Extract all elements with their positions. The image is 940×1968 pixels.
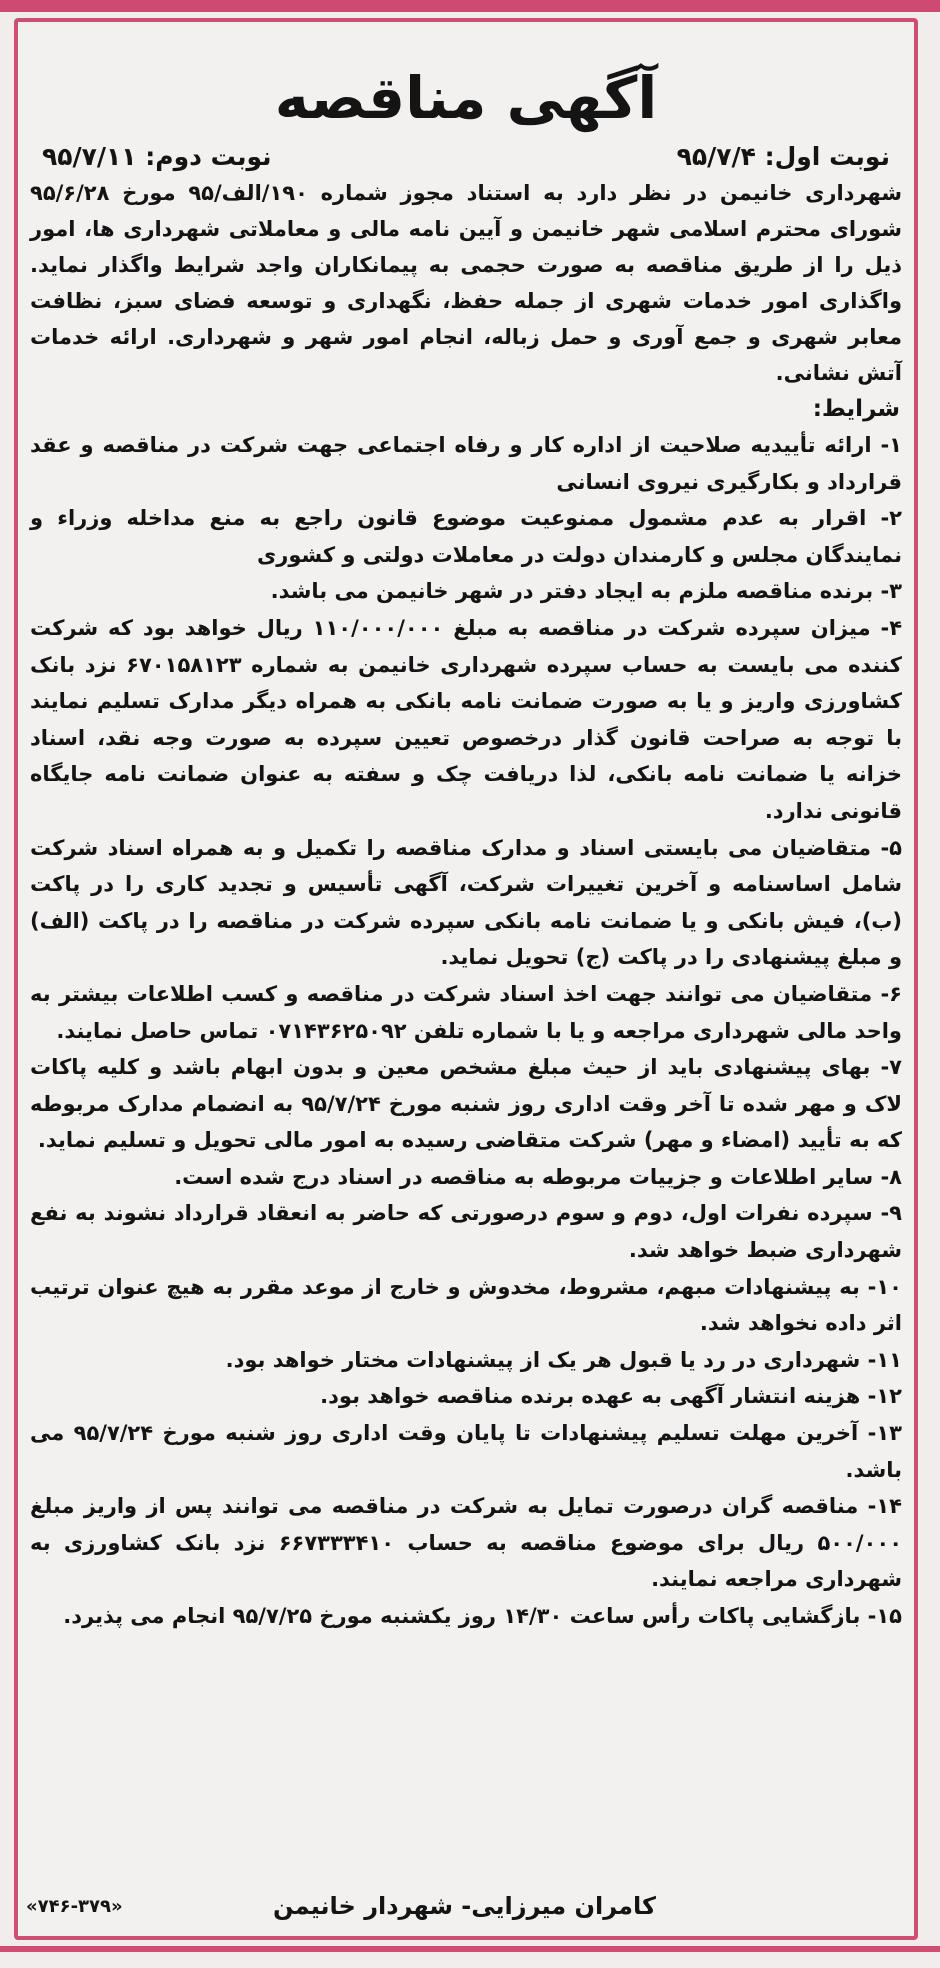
top-color-strip	[0, 0, 940, 12]
condition-item: ۵- متقاضیان می بایستی اسناد و مدارک مناقصه را تکمیل و به همراه اسناد شرکت شامل اساسنامه و آخرین تغییرات شرکت، آگهی تأسیس و تجدید کاری را در پاکت (ب)، فیش بانکی و یا ضمانت نامه بانکی سپرده شرکت در مناقصه را در پاکت (الف) و مبلغ پیشنهادی را در پاکت (ج) تحویل نماید.	[30, 835, 902, 970]
bottom-color-line	[0, 1946, 940, 1952]
condition-item: ۶- متقاضیان می توانند جهت اخذ اسناد شرکت در مناقصه و کسب اطلاعات بیشتر به واحد مالی شهرداری مراجعه و یا با شماره تلفن ۰۷۱۴۳۶۲۵۰۹۲ تماس حاصل نمایند.	[30, 981, 902, 1043]
condition-item: ۱۵- بازگشایی پاکات رأس ساعت ۱۴/۳۰ روز یکشنبه مورخ ۹۵/۷/۲۵ انجام می پذیرد.	[63, 1604, 902, 1628]
condition-item: ۷- بهای پیشنهادی باید از حیث مبلغ مشخص معین و بدون ابهام باشد و کلیه پاکات لاک و مهر شده تا آخر وقت اداری روز شنبه مورخ ۹۵/۷/۲۴ به انضمام مدارک مربوطه که به تأیید (امضاء و مهر) شرکت متقاضی رسیده به امور مالی تحویل و تسلیم نماید.	[30, 1055, 902, 1153]
condition-item: ۱- ارائه تأییدیه صلاحیت از اداره کار و رفاه اجتماعی جهت شرکت در مناقصه و عقد قرارداد و بکارگیری نیروی انسانی	[30, 433, 902, 494]
notice-code: «۷۴۶-۳۷۹»	[26, 1895, 123, 1917]
condition-item: ۱۲- هزینه انتشار آگهی به عهده برنده مناقصه خواهد بود.	[320, 1384, 902, 1409]
signer-line: کامران میرزایی- شهردار خانیمن	[273, 1892, 656, 1920]
condition-item: ۱۳- آخرین مهلت تسلیم پیشنهادات تا پایان وقت اداری روز شنبه مورخ ۹۵/۷/۲۴ می باشد.	[30, 1421, 902, 1482]
turn-second: نوبت دوم: ۹۵/۷/۱۱	[42, 142, 272, 171]
condition-item: ۱۱- شهرداری در رد یا قبول هر یک از پیشنهادات مختار خواهد بود.	[225, 1347, 902, 1372]
condition-item: ۸- سایر اطلاعات و جزییات مربوطه به مناقصه در اسناد درج شده است.	[174, 1164, 902, 1189]
notice-body	[26, 30, 906, 1928]
condition-item: ۴- میزان سپرده شرکت در مناقصه به مبلغ ۱۱۰/۰۰۰/۰۰۰ ریال خواهد بود که شرکت کننده می بایست به حساب سپرده شهرداری خانیمن به شماره ۶۷۰۱۵۸۱۲۳ نزد بانک کشاورزی واریز و یا به صورت ضمانت نامه بانکی به همراه دیگر مدارک تسلیم نمایند با توجه به صراحت قانون گذار درخصوص تعیین سپرده به صورت وجه نقد، اسناد خزانه یا ضمانت نامه بانکی، لذا دریافت چک و سفته به عنوان ضمانت نامه جایگاه قانونی ندارد.	[30, 615, 903, 823]
notice-title: آگهی مناقصه	[274, 64, 658, 132]
turn-first: نوبت اول: ۹۵/۷/۴	[676, 142, 890, 171]
condition-item: ۱۰- به پیشنهادات مبهم، مشروط، مخدوش و خارج از موعد مقرر به هیچ عنوان ترتیب اثر داده نخواهد شد.	[30, 1274, 902, 1336]
intro-paragraph: شهرداری خانیمن در نظر دارد به استناد مجوز شماره ۱۹۰/الف/۹۵ مورخ ۹۵/۶/۲۸ شورای محترم اسلامی شهر خانیمن و آیین نامه مالی و معاملاتی شهرداری ها، امور ذیل را از طریق مناقصه به صورت حجمی به پیمانکاران واجد شرایط واگذار نماید. واگذاری امور خدمات شهری از جمله حفظ، نگهداری و توسعه فضای سبز، نظافت معابر شهری و جمع آوری و حمل زباله، انجام امور شهر و شهرداری. ارائه خدمات آتش نشانی.	[30, 181, 902, 385]
condition-item: ۱۴- مناقصه گران درصورت تمایل به شرکت در مناقصه می توانند پس از واریز مبلغ ۵۰۰/۰۰۰ ریال برای موضوع مناقصه به حساب ۶۶۷۳۳۳۴۱۰ نزد بانک کشاورزی به شهرداری مراجعه نمایند.	[30, 1494, 903, 1592]
condition-item: ۳- برنده مناقصه ملزم به ایجاد دفتر در شهر خانیمن می باشد.	[270, 579, 902, 604]
notice-frame	[14, 18, 918, 1940]
publication-turns	[26, 142, 906, 171]
conditions-heading: شرایط:	[812, 396, 900, 422]
condition-item: ۹- سپرده نفرات اول، دوم و سوم درصورتی که حاضر به انعقاد قرارداد نشوند به نفع شهرداری ضبط خواهد شد.	[30, 1201, 902, 1263]
notice-footer	[26, 1892, 906, 1920]
condition-item: ۲- اقرار به عدم مشمول ممنوعیت موضوع قانون راجع به منع مداخله وزراء و نمایندگان مجلس و کارمندان دولت در معاملات دولتی و کشوری	[30, 506, 902, 567]
